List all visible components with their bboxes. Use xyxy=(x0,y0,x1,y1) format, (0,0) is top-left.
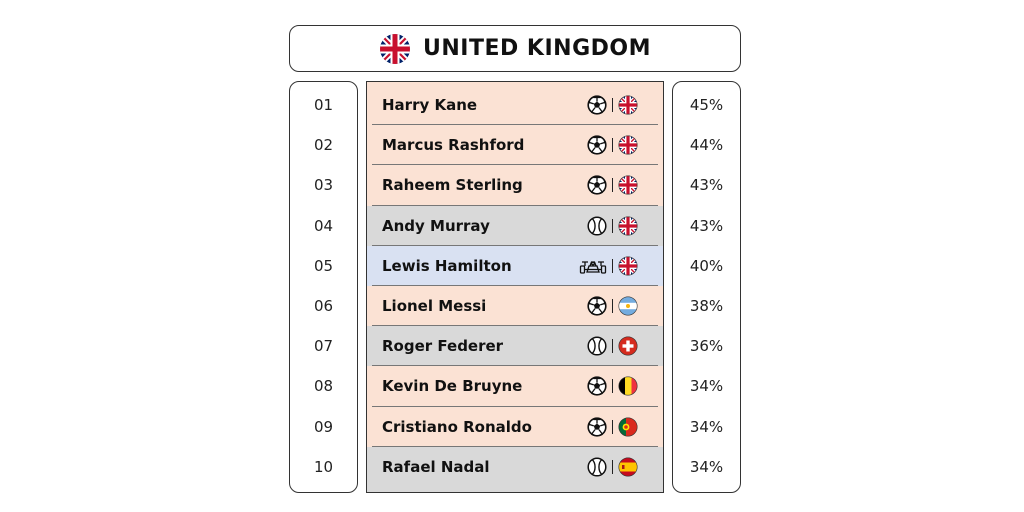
rank-cell: 03 xyxy=(313,176,334,195)
rank-cell: 04 xyxy=(313,216,334,235)
title-banner xyxy=(289,25,741,72)
percent-cell: 43% xyxy=(689,176,724,195)
uk-flag-icon xyxy=(618,256,638,276)
tennis-ball-icon xyxy=(587,216,607,236)
table-row xyxy=(367,326,663,366)
icon-separator xyxy=(612,178,613,192)
icon-separator xyxy=(612,379,613,393)
football-icon xyxy=(587,95,607,115)
table-row xyxy=(367,286,663,326)
table-row xyxy=(367,125,663,165)
icon-group xyxy=(587,326,638,366)
rank-cell: 01 xyxy=(313,96,334,115)
tennis-ball-icon xyxy=(587,336,607,356)
athlete-column xyxy=(366,81,664,493)
rank-cell: 07 xyxy=(313,337,334,356)
percent-column xyxy=(672,81,741,493)
icon-separator xyxy=(612,259,613,273)
belgium-flag-icon xyxy=(618,376,638,396)
football-icon xyxy=(587,296,607,316)
icon-group xyxy=(587,447,638,487)
athlete-name: Roger Federer xyxy=(382,337,504,356)
percent-cell: 40% xyxy=(689,256,724,275)
uk-flag-icon xyxy=(618,95,638,115)
football-icon xyxy=(587,376,607,396)
switzerland-flag-icon xyxy=(618,336,638,356)
athlete-name: Cristiano Ronaldo xyxy=(382,417,532,436)
race-car-icon xyxy=(579,256,607,276)
percent-cell: 44% xyxy=(689,136,724,155)
athlete-name: Lewis Hamilton xyxy=(382,256,512,275)
icon-separator xyxy=(612,339,613,353)
percent-cell: 36% xyxy=(689,337,724,356)
athlete-name: Harry Kane xyxy=(382,96,478,115)
portugal-flag-icon xyxy=(618,417,638,437)
percent-cell: 45% xyxy=(689,96,724,115)
icon-separator xyxy=(612,98,613,112)
tennis-ball-icon xyxy=(587,457,607,477)
rank-cell: 05 xyxy=(313,256,334,275)
table-row xyxy=(367,165,663,205)
icon-group xyxy=(587,85,638,125)
athlete-name: Kevin De Bruyne xyxy=(382,377,523,396)
uk-flag-icon xyxy=(618,175,638,195)
football-icon xyxy=(587,135,607,155)
rank-column xyxy=(289,81,358,493)
icon-group xyxy=(587,125,638,165)
rank-cell: 09 xyxy=(313,417,334,436)
percent-cell: 34% xyxy=(689,417,724,436)
title-flag-icon xyxy=(379,33,411,65)
icon-group xyxy=(587,366,638,406)
icon-group xyxy=(587,407,638,447)
uk-flag-icon xyxy=(618,135,638,155)
icon-separator xyxy=(612,219,613,233)
icon-group xyxy=(587,206,638,246)
athlete-name: Rafael Nadal xyxy=(382,457,490,476)
athlete-name: Lionel Messi xyxy=(382,297,487,316)
icon-group xyxy=(579,246,638,286)
icon-separator xyxy=(612,299,613,313)
athlete-name: Raheem Sterling xyxy=(382,176,523,195)
rank-cell: 10 xyxy=(313,457,334,476)
table-row xyxy=(367,407,663,447)
table-row xyxy=(367,206,663,246)
table-row xyxy=(367,246,663,286)
table-row xyxy=(367,447,663,493)
icon-group xyxy=(587,165,638,205)
icon-separator xyxy=(612,420,613,434)
table-row xyxy=(367,82,663,125)
percent-cell: 34% xyxy=(689,457,724,476)
icon-group xyxy=(587,286,638,326)
percent-cell: 43% xyxy=(689,216,724,235)
rank-cell: 02 xyxy=(313,136,334,155)
icon-separator xyxy=(612,138,613,152)
page-title: UNITED KINGDOM xyxy=(423,36,651,61)
football-icon xyxy=(587,417,607,437)
uk-flag-icon xyxy=(618,216,638,236)
athlete-name: Marcus Rashford xyxy=(382,136,525,155)
percent-cell: 34% xyxy=(689,377,724,396)
rank-cell: 08 xyxy=(313,377,334,396)
uk-flag-icon xyxy=(379,33,411,65)
spain-flag-icon xyxy=(618,457,638,477)
rank-cell: 06 xyxy=(313,297,334,316)
football-icon xyxy=(587,175,607,195)
athlete-name: Andy Murray xyxy=(382,216,490,235)
percent-cell: 38% xyxy=(689,297,724,316)
icon-separator xyxy=(612,460,613,474)
argentina-flag-icon xyxy=(618,296,638,316)
table-row xyxy=(367,366,663,406)
